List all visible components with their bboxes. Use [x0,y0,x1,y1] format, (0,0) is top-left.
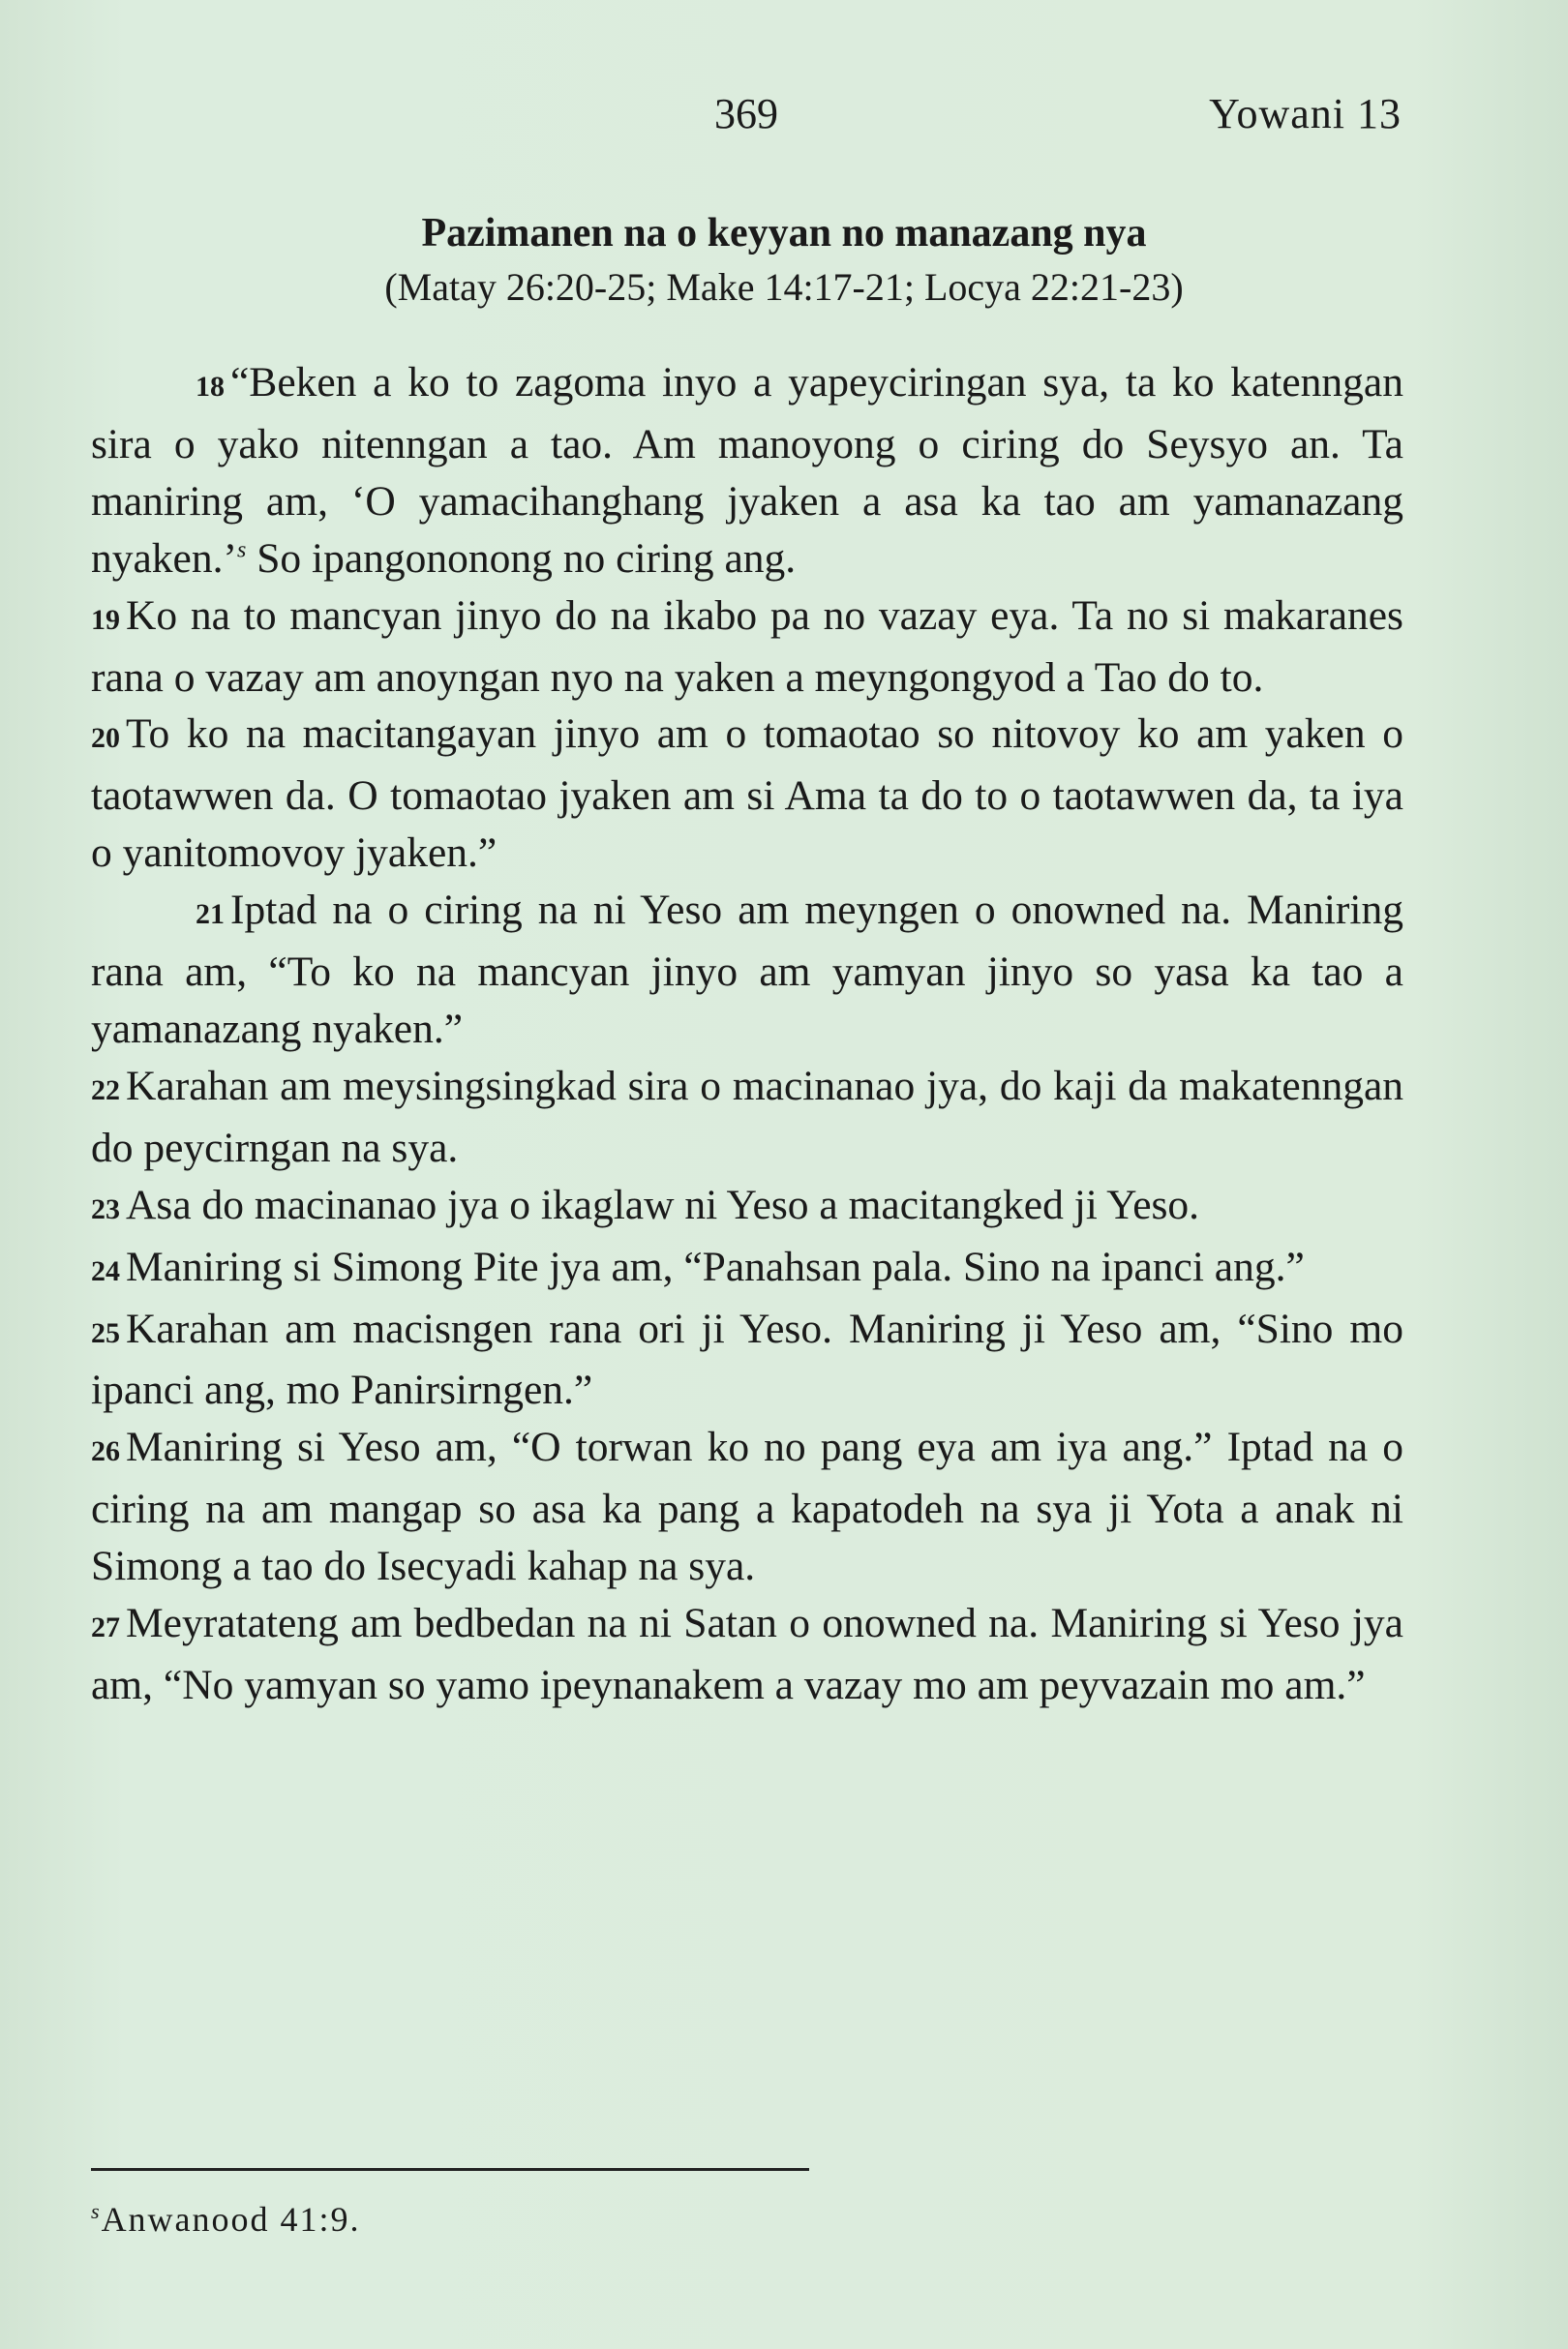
verse-19 [91,587,1403,707]
verse-text: Karahan am meysingsingkad sira o macinanao jya, do kaji da makatenngan do peycirngan na sya. [91,1062,1403,1171]
verse-text: “Beken a ko to zagoma inyo a yapeyciringan sya, ta ko katenngan sira o yako nitenngan a tao. Am manoyong o ciring do Seysyo an. Ta maniring am, ‘O yamacihanghang jyaken a asa ka tao am yamanazang nyaken.’ [91,359,1403,582]
verse-number: 26 [91,1435,120,1468]
verse-text: Karahan am macisngen rana ori ji Yeso. Maniring ji Yeso am, “Sino mo ipanci ang, mo Panirsirngen.” [91,1305,1403,1414]
footnote-marker: s [91,2199,102,2223]
verse-number: 21 [196,898,225,931]
verse-26 [91,1419,1403,1595]
verse-22 [91,1058,1403,1177]
verse-21 [91,882,1403,1058]
footnote [91,2199,361,2240]
section-heading: Pazimanen na o keyyan no manazang nya [421,211,1147,256]
verse-text: Meyratateng am bedbedan na ni Satan o onowned na. Maniring si Yeso jya am, “No yamyan so yamo ipeynanakem a vazay mo am peyvazain mo am.” [91,1600,1403,1708]
verse-number: 25 [91,1316,120,1349]
verse-24 [91,1239,1403,1301]
verse-text: Iptad na o ciring na ni Yeso am meyngen o onowned na. Maniring rana am, “To ko na mancyan jinyo am yamyan jinyo so yasa ka tao a yamanazang nyaken.” [91,887,1403,1052]
verse-number: 22 [91,1073,120,1106]
verse-25 [91,1301,1403,1420]
verse-text: Ko na to mancyan jinyo do na ikabo pa no vazay eya. Ta no si makaranes rana o vazay am anoyngan nyo na yaken a meyngongyod a Tao do to. [91,591,1403,701]
verse-number: 18 [196,371,225,403]
verse-text: To ko na macitangayan jinyo am o tomaotao so nitovoy ko am yaken o taotawwen da. O tomaotao jyaken am si Ama ta do to o taotawwen da, ta iya o yanitomovoy jyaken.” [91,710,1403,877]
verse-number: 24 [91,1254,120,1287]
verse-18 [91,354,1403,587]
verse-text: Asa do macinanao jya o ikaglaw ni Yeso a macitangked ji Yeso. [126,1181,1200,1228]
running-header [0,89,1568,147]
verse-number: 23 [91,1192,120,1225]
verse-number: 19 [91,603,120,636]
parallel-passage-references: (Matay 26:20-25; Make 14:17-21; Locya 22:21-23) [384,265,1184,309]
verse-text: Maniring si Simong Pite jya am, “Panahsan pala. Sino na ipanci ang.” [126,1243,1305,1290]
footnote-text: Anwanood 41:9. [101,2200,361,2239]
footnote-marker: s [236,537,247,563]
verse-text: Maniring si Yeso am, “O torwan ko no pang eya am iya ang.” Iptad na o ciring na am mangap so asa ka pang a kapatodeh na sya ji Yota a anak ni Simong a tao do Isecyadi kahap na sya. [91,1424,1403,1590]
verse-20 [91,706,1403,882]
verse-number: 20 [91,722,120,755]
verse-text-block [91,354,1403,1714]
verse-27 [91,1595,1403,1714]
footnote-divider [91,2168,809,2171]
verse-text: So ipangononong no ciring ang. [246,534,797,582]
book-chapter-reference: Yowani 13 [1209,90,1402,137]
verse-number: 27 [91,1611,120,1644]
page-number: 369 [714,90,778,137]
verse-23 [91,1177,1403,1239]
